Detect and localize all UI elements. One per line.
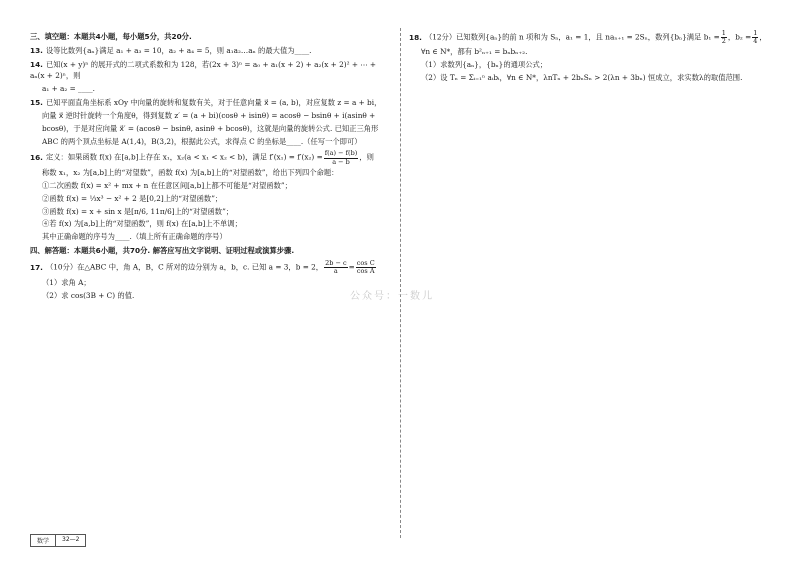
fraction-denominator: cos A xyxy=(356,267,375,276)
fraction xyxy=(752,30,758,45)
question-text: 已知(x + y)ⁿ 的展开式的二项式系数和为 128，若(2x + 3)ⁿ = a₀ + a₁(x + 2) + a₂(x + 2)² + ⋯ + aₙ(x + 2)ⁿ，则 xyxy=(30,59,376,80)
fraction-denominator: 4 xyxy=(753,37,758,46)
question-number: 17. xyxy=(30,262,43,272)
fraction xyxy=(324,260,348,275)
question-text: ，则 xyxy=(359,153,374,163)
fraction-denominator: a xyxy=(333,267,338,276)
proposition-1: ①二次函数 f(x) = x² + mx + n 在任意区间[a,b]上都不可能是“对望函数”； xyxy=(42,180,292,190)
sub-question-2: （2）设 Tₙ = Σᵢ₌₁ⁿ aᵢbᵢ，∀n ∈ N*，λnTₙ + 2bₙSₙ > 2(λn + 3bₙ) 恒成立，求实数λ的取值范围. xyxy=(421,73,743,83)
watermark: 公众号：一数儿 xyxy=(350,291,434,302)
section-3-heading: 三、填空题：本题共4小题，每小题5分，共20分. xyxy=(30,32,192,41)
question-text-continued: a₁ + a₂ = ____. xyxy=(42,83,95,93)
question-text: 定义：如果函数 f(x) 在[a,b]上存在 x₁，x₂(a < x₁ < x₂ < b)，满足 f′(x₁) = f′(x₂) = xyxy=(45,153,323,163)
question-number: 15. xyxy=(30,97,43,107)
sub-question-2: （2）求 cos(3B + C) 的值. xyxy=(42,290,135,300)
fraction-numerator: f(a) − f(b) xyxy=(324,149,358,158)
question-text-continued: ∀n ∈ N*，都有 b²ₙ₊₁ = bₙbₙ₊₂. xyxy=(421,47,528,57)
question-text: ， xyxy=(759,32,767,42)
question-16 xyxy=(30,150,390,243)
question-text: 设等比数列{aₙ}满足 a₁ + a₃ = 10，a₂ + a₄ = 5，则 a₁a₂…aₙ 的最大值为____. xyxy=(45,45,312,55)
question-text-continued: ABC 的两个顶点坐标是 A(1,4)，B(3,2)，根据此公式，求得点 C 的坐标是____.（任写一个即可） xyxy=(42,136,362,146)
question-number: 16. xyxy=(30,153,43,163)
question-text: （10分）在△ABC 中，角 A，B，C 所对的边分别为 a，b，c. 已知 a = 3，b = 2， xyxy=(45,262,324,272)
footer-page-number: 32—2 xyxy=(62,536,80,543)
proposition-4: ④若 f(x) 为[a,b]上的“对望函数”，则 f(x) 在[a,b]上不单调； xyxy=(42,219,242,229)
question-14 xyxy=(30,60,390,95)
left-column xyxy=(30,30,390,304)
question-number: 13. xyxy=(30,45,43,55)
right-column xyxy=(409,30,779,87)
fraction xyxy=(324,150,359,165)
question-text: ，b₂ = xyxy=(727,32,752,42)
sub-question-1: （1）求数列{aₙ}，{bₙ}的通项公式； xyxy=(421,60,548,70)
fraction-numerator: 2b − c xyxy=(325,259,347,268)
fraction-denominator: a − b xyxy=(332,157,350,166)
proposition-2: ②函数 f(x) = ⅓x³ − x² + 2 是[0,2]上的“对望函数”； xyxy=(42,193,223,203)
column-divider xyxy=(400,28,401,538)
section-4-heading: 四、解答题：本题共6小题，共70分. 解答应写出文字说明、证明过程或演算步骤. xyxy=(30,246,295,256)
fraction-numerator: 1 xyxy=(721,29,726,37)
question-number: 14. xyxy=(30,59,43,69)
fraction-numerator: cos C xyxy=(356,259,375,268)
page-footer xyxy=(30,534,86,547)
fraction-denominator: 2 xyxy=(721,37,726,46)
footer-subject: 数学 xyxy=(31,535,56,546)
fraction-numerator: 1 xyxy=(753,29,758,37)
fraction xyxy=(356,260,376,275)
question-18 xyxy=(409,30,779,84)
question-number: 18. xyxy=(409,32,422,42)
question-17 xyxy=(30,260,390,301)
question-tail: 其中正确命题的序号为____.（填上所有正确命题的序号） xyxy=(42,232,227,242)
proposition-3: ③函数 f(x) = x + sin x 是[π/6, 11π/6]上的“对望函数”； xyxy=(42,206,234,216)
question-15 xyxy=(30,98,390,148)
question-text-continued: 向量 x⃗ 逆时针旋转一个角度θ，得到复数 z′ = (a + bi)(cosθ + isinθ) = acosθ − bsinθ + i(asinθ + xyxy=(42,110,376,120)
equals-sign: = xyxy=(348,262,355,272)
fraction xyxy=(721,30,727,45)
question-text-continued: 称数 x₁，x₂ 为[a,b]上的“对望数”，函数 f(x) 为[a,b]上的“对望函数”，给出下列四个命题： xyxy=(42,167,339,177)
sub-question-1: （1）求角 A； xyxy=(42,277,91,287)
question-text-continued: bcosθ)，于是对应向量 x⃗′ = (acosθ − bsinθ, asinθ + bcosθ)，这就是向量的旋转公式. 已知正三角形 xyxy=(42,123,379,133)
question-text: （12分）已知数列{aₙ}的前 n 项和为 Sₙ，a₁ = 1，且 naₙ₊₁ = 2Sₙ，数列{bₙ}满足 b₁ = xyxy=(424,32,720,42)
question-text: 已知平面直角坐标系 xOy 中向量的旋转和复数有关，对于任意向量 x⃗ = (a, b)，对应复数 z = a + bi， xyxy=(45,97,382,107)
question-13 xyxy=(30,46,390,57)
